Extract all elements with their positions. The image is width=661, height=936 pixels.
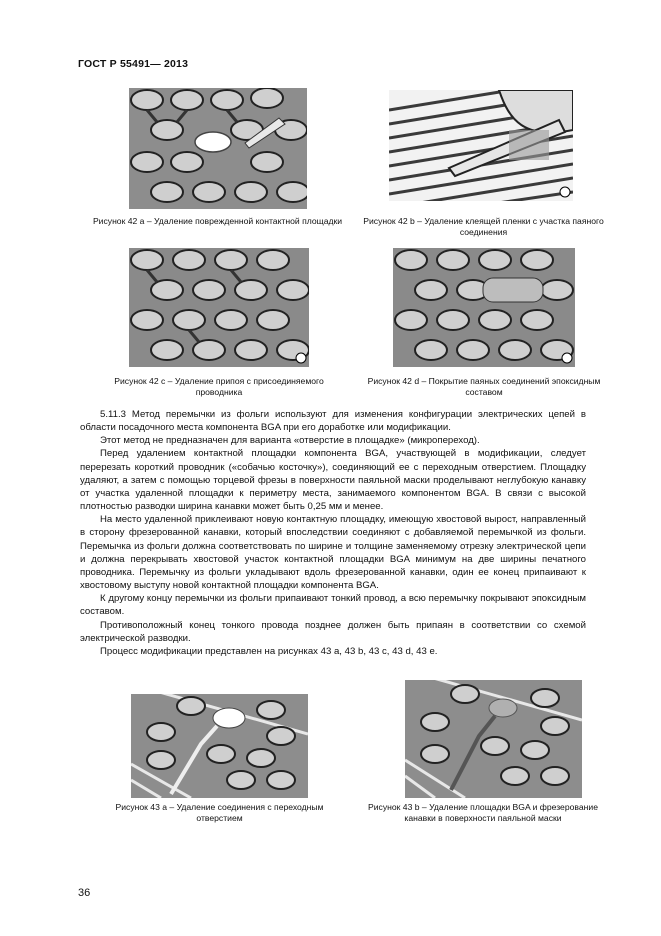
caption-figure-42b: Рисунок 42 b – Удаление клеящей пленки с участка паяного соединения — [363, 216, 604, 237]
figure-42a-image — [129, 88, 307, 209]
figure-42d-image — [393, 248, 575, 367]
figure-42c-image — [129, 248, 309, 367]
figure-43a-image — [131, 694, 308, 798]
figure-43b-image — [405, 680, 582, 798]
caption-figure-42d: Рисунок 42 d – Покрытие паяных соединений эпоксидным составом — [367, 376, 601, 397]
caption-figure-42c: Рисунок 42 c – Удаление припоя с присоединяемого проводника — [114, 376, 324, 397]
paragraph: Противоположный конец тонкого провода позднее должен быть припаян в соответствии со схемой электрической разводки. — [80, 619, 586, 644]
paragraph: К другому концу перемычки из фольги припаивают тонкий провод, а всю перемычку покрывают эпоксидным составом. — [80, 593, 586, 618]
paragraph: Перед удалением контактной площадки компонента BGA, участвующей в модификации, следует перерезать короткий проводник («собачью косточку»), соединяющий ее с переходным отверстием. Площадку удаляют, а затем с помощью торцевой фрезы в поверхности паяльной маски проделывают неглубокую канавку от участка удаленной площадки к периметру места, занимаемого компонентом BGA. В связи с высокой плотностью разводки ширина канавки может быть 0,25 мм и менее. — [80, 448, 586, 513]
document-header: ГОСТ Р 55491— 2013 — [78, 58, 189, 70]
page-number: 36 — [78, 887, 91, 899]
paragraph: На место удаленной приклеивают новую контактную площадку, имеющую хвостовой вырост, направленный в сторону фрезерованной канавки, который впоследствии соединяют с добавляемой перемычкой из фольги. Перемычка из фольги должна соответствовать по ширине и толщине заменяемому отрезку электрической цепи и должна перекрывать хвостовой участок контактной площадки BGA минимум на две ширины печатного проводника. Перемычку из фольги укладывают вдоль фрезерованной канавки, один ее конец припаивают к хвостовому выступу новой контактной площадки компонента BGA. — [80, 514, 586, 592]
figure-42b-image — [389, 90, 573, 201]
caption-figure-42a: Рисунок 42 a – Удаление поврежденной контактной площадки — [92, 216, 343, 226]
paragraph: Этот метод не предназначен для варианта «отверстие в площадке» (микропереход). — [100, 435, 480, 447]
caption-figure-43a: Рисунок 43 a – Удаление соединения с переходным отверстием — [115, 802, 324, 823]
caption-figure-43b: Рисунок 43 b – Удаление площадки BGA и фрезерование канавки в поверхности паяльной маски — [368, 802, 598, 823]
paragraph: Процесс модификации представлен на рисунках 43 a, 43 b, 43 c, 43 d, 43 e. — [100, 645, 438, 657]
body-text — [80, 408, 586, 658]
paragraph: 5.11.3 Метод перемычки из фольги используют для изменения конфигурации электрических цепей в области посадочного места компонента BGA при его доработке или модификации. — [80, 409, 586, 434]
